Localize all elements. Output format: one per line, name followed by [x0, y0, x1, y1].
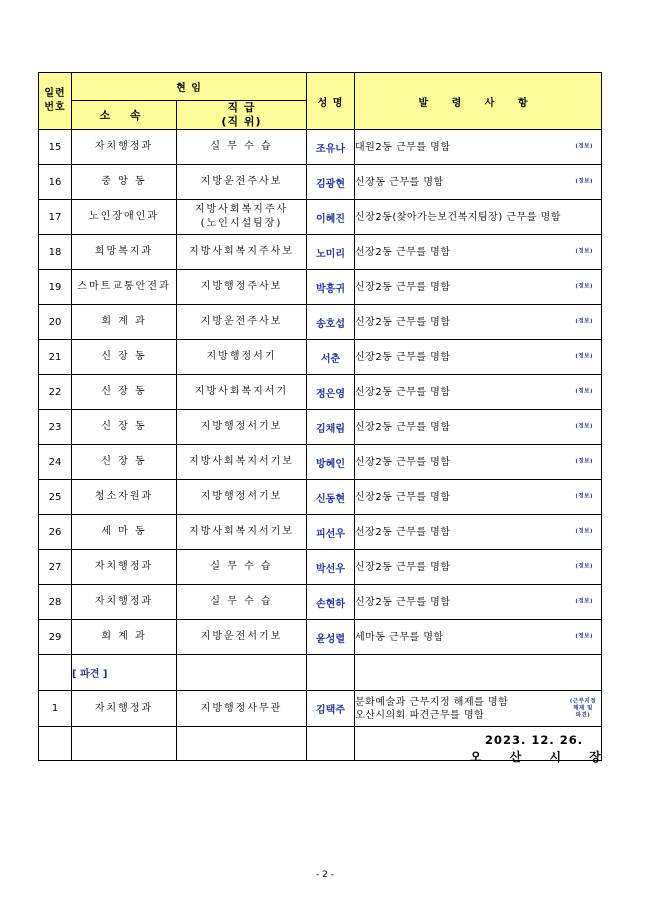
row-position [177, 165, 307, 200]
row-position-text: 지방행정서기보 [200, 421, 283, 432]
appointment-row [39, 235, 602, 270]
row-order [355, 200, 602, 235]
row-order-text: 신장2동 근무를 명함 [355, 526, 451, 538]
appointment-row [39, 270, 602, 305]
appointment-row [39, 585, 602, 620]
row-number: 21 [39, 340, 72, 375]
row-department-text: 자치행정과 [94, 141, 154, 152]
appointment-row [39, 550, 602, 585]
row-position [177, 130, 307, 165]
row-order [355, 515, 602, 550]
row-order-text: 신장2동 근무를 명함 [355, 491, 451, 503]
header-name: 성 명 [307, 73, 355, 130]
section-label: [ 파견 ] [72, 655, 177, 691]
row-name: 방혜인 [307, 445, 355, 480]
row-position-text: 지방사회복지주사보 [189, 246, 294, 257]
appointment-row [39, 480, 602, 515]
appointment-row [39, 445, 602, 480]
header-current: 현 임 [72, 73, 307, 101]
issuer-signature: 오 산 시 장 [470, 750, 613, 764]
row-order-text: 신장2동 근무를 명함 [355, 421, 451, 433]
row-department-text: 희망복지과 [94, 246, 154, 257]
row-position-text: 실 무 수 습 [210, 141, 273, 152]
row-position-text: 지방사회복지서기보 [189, 526, 294, 537]
row-department [72, 270, 177, 305]
row-position [177, 340, 307, 375]
row-number: 17 [39, 200, 72, 235]
header-position [177, 101, 307, 130]
row-order-text: 신장2동 근무를 명함 [355, 281, 451, 293]
row-department-text: 회 계 과 [101, 316, 147, 327]
row-department [72, 200, 177, 235]
row-position-text: 지방운전주사보 [200, 176, 283, 187]
personnel-order-table [38, 72, 602, 761]
row-name: 송호섭 [307, 305, 355, 340]
row-position-text: 지방행정사무관 [200, 702, 283, 714]
row-position [177, 480, 307, 515]
row-name: 손현하 [307, 585, 355, 620]
row-department-text: 세 마 동 [101, 526, 147, 537]
row-name: 윤성렬 [307, 620, 355, 655]
row-department [72, 620, 177, 655]
row-position [177, 515, 307, 550]
row-department [72, 235, 177, 270]
row-order-text: 신장2동 근무를 명함 [355, 386, 451, 398]
row-order [355, 340, 602, 375]
row-order-text: 신장2동 근무를 명함 [355, 316, 451, 328]
row-position [177, 585, 307, 620]
appointment-row [39, 305, 602, 340]
appointment-row [39, 340, 602, 375]
appointment-row [39, 165, 602, 200]
appointment-row [39, 130, 602, 165]
row-order-tag: (정보) [575, 248, 593, 255]
row-number: 19 [39, 270, 72, 305]
row-order [355, 585, 602, 620]
row-order [355, 620, 602, 655]
row-order-tag: (정보) [575, 633, 593, 640]
header-seq-label: 일련 번호 [44, 88, 66, 113]
row-order [355, 130, 602, 165]
row-order [355, 165, 602, 200]
row-department-text: 신 장 동 [101, 386, 147, 397]
row-name: 김택주 [307, 691, 355, 727]
row-department-text: 신 장 동 [101, 421, 147, 432]
row-department [72, 515, 177, 550]
row-name: 김채림 [307, 410, 355, 445]
row-order-text: 신장동 근무를 명함 [355, 176, 444, 188]
row-name: 서춘 [307, 340, 355, 375]
row-department-text: 자치행정과 [94, 561, 154, 572]
row-order-text: 신장2동 근무를 명함 [355, 351, 451, 363]
row-department-text: 중 앙 동 [101, 176, 147, 187]
row-number: 25 [39, 480, 72, 515]
section-row [39, 655, 602, 691]
row-department [72, 375, 177, 410]
row-department [72, 340, 177, 375]
row-position-text: 지방행정주사보 [200, 281, 283, 292]
row-order-tag: (정보) [575, 458, 593, 465]
row-position [177, 305, 307, 340]
row-department [72, 480, 177, 515]
row-department [72, 445, 177, 480]
page-number: - 2 - [316, 870, 334, 880]
row-number: 29 [39, 620, 72, 655]
row-department-text: 자치행정과 [94, 596, 154, 607]
row-order [355, 235, 602, 270]
row-order [355, 691, 602, 727]
appointment-row [39, 200, 602, 235]
row-order-tag: (정보) [575, 353, 593, 360]
row-name: 조유나 [307, 130, 355, 165]
row-order [355, 270, 602, 305]
appointment-row [39, 515, 602, 550]
row-order [355, 410, 602, 445]
row-number: 18 [39, 235, 72, 270]
dispatch-row [39, 691, 602, 727]
header-dept: 소 속 [72, 101, 177, 130]
sig-empty-2 [72, 727, 177, 761]
row-name: 이혜진 [307, 200, 355, 235]
row-order-text: 세마동 근무를 명함 [355, 631, 444, 643]
row-position [177, 410, 307, 445]
row-name: 정은영 [307, 375, 355, 410]
row-order-tag: (정보) [575, 143, 593, 150]
row-department [72, 130, 177, 165]
row-number: 27 [39, 550, 72, 585]
sig-empty-1 [39, 727, 72, 761]
row-number: 20 [39, 305, 72, 340]
row-order [355, 480, 602, 515]
row-order-text: 대원2동 근무를 명함 [355, 141, 451, 153]
row-department [72, 550, 177, 585]
row-order-text: 신장2동 근무를 명함 [355, 561, 451, 573]
row-position-text: 지방운전주사보 [200, 316, 283, 327]
row-department-text: 회 계 과 [101, 631, 147, 642]
row-position-text: 실 무 수 습 [210, 561, 273, 572]
row-department-text: 자치행정과 [94, 702, 154, 714]
section-empty-name [307, 655, 355, 691]
section-empty-order [355, 655, 602, 691]
row-department [72, 165, 177, 200]
row-number: 23 [39, 410, 72, 445]
row-order-tag: (정보) [575, 318, 593, 325]
row-order [355, 550, 602, 585]
row-number: 24 [39, 445, 72, 480]
row-position [177, 550, 307, 585]
row-department [72, 585, 177, 620]
row-order [355, 445, 602, 480]
row-position [177, 620, 307, 655]
row-department-text: 청소자원과 [94, 491, 154, 502]
row-position [177, 235, 307, 270]
appointment-row [39, 375, 602, 410]
issue-date: 2023. 12. 26. [485, 733, 584, 747]
row-order-tag: (정보) [575, 178, 593, 185]
row-position [177, 375, 307, 410]
row-position [177, 445, 307, 480]
row-order-text: 신장2동 근무를 명함 [355, 246, 451, 258]
row-number: 22 [39, 375, 72, 410]
row-number: 1 [39, 691, 72, 727]
appointment-row [39, 620, 602, 655]
row-order-tag: (정보) [575, 493, 593, 500]
row-order-text: 신장2동 근무를 명함 [355, 596, 451, 608]
row-name: 신동현 [307, 480, 355, 515]
row-order-tag: (정보) [575, 528, 593, 535]
row-position-text: 지방운전서기보 [200, 631, 283, 642]
row-position-text: 지방사회복지주사 (노인시설팀장) [194, 204, 289, 229]
row-order-tag: (정보) [575, 598, 593, 605]
row-name: 박선우 [307, 550, 355, 585]
section-empty-pos [177, 655, 307, 691]
row-number: 15 [39, 130, 72, 165]
appointment-row [39, 410, 602, 445]
header-position-label: 직 급 (직 위) [221, 101, 262, 128]
row-department-text: 신 장 동 [101, 351, 147, 362]
row-order-tag: (정보) [575, 423, 593, 430]
row-number: 26 [39, 515, 72, 550]
section-empty-no [39, 655, 72, 691]
header-seq [39, 73, 72, 130]
row-position-text: 지방행정서기보 [200, 491, 283, 502]
sig-empty-3 [177, 727, 307, 761]
row-department-text: 신 장 동 [101, 456, 147, 467]
row-order-tag: (정보) [575, 563, 593, 570]
row-name: 박흥귀 [307, 270, 355, 305]
row-name: 노미리 [307, 235, 355, 270]
row-position [177, 200, 307, 235]
row-number: 16 [39, 165, 72, 200]
row-department-text: 노인장애인과 [89, 211, 159, 222]
row-order [355, 375, 602, 410]
row-department [72, 305, 177, 340]
sig-empty-4 [307, 727, 355, 761]
row-order-text: 문화예술과 근무지정 해제를 명함 오산시의회 파견근무를 명함 [355, 696, 509, 721]
row-order-text: 신장2동(찾아가는보건복지팀장) 근무를 명함 [355, 211, 561, 223]
row-order-tag: (정보) [575, 283, 593, 290]
row-name: 김광현 [307, 165, 355, 200]
row-department-text: 스마트교통안전과 [77, 281, 171, 292]
row-position-text: 지방행정서기 [206, 351, 277, 362]
row-position-text: 실 무 수 습 [210, 596, 273, 607]
row-department [72, 410, 177, 445]
header-order: 발 령 사 항 [355, 73, 602, 130]
row-order-text: 신장2동 근무를 명함 [355, 456, 451, 468]
row-order [355, 305, 602, 340]
row-number: 28 [39, 585, 72, 620]
row-order-tag: (정보) [575, 388, 593, 395]
row-department [72, 691, 177, 727]
row-position [177, 691, 307, 727]
row-order-tag: (근무지정 해제 및 파견) [569, 698, 597, 718]
row-position [177, 270, 307, 305]
row-name: 피선우 [307, 515, 355, 550]
row-position-text: 지방사회복지서기 [194, 386, 289, 397]
row-position-text: 지방사회복지서기보 [189, 456, 294, 467]
